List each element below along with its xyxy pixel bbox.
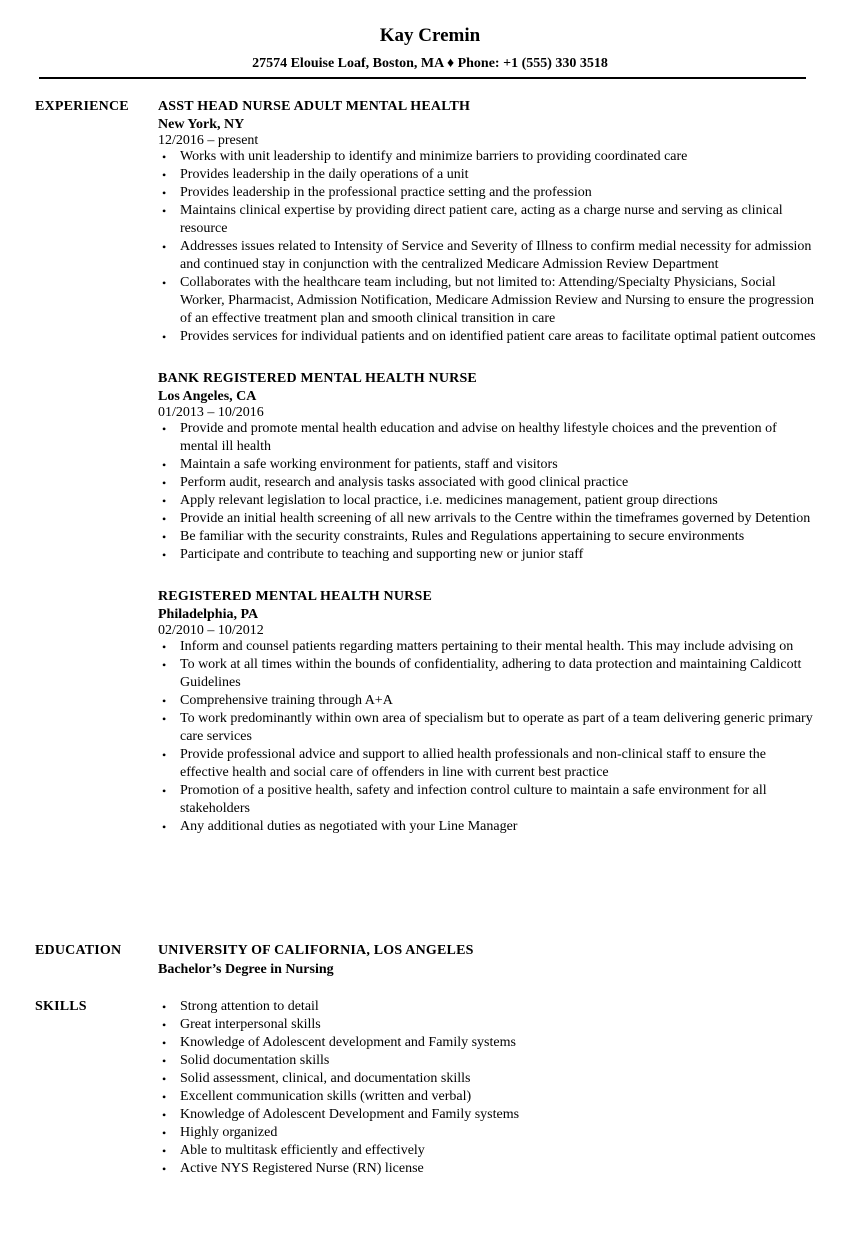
job-entry <box>158 588 818 836</box>
skill-item <box>158 1070 818 1088</box>
job-duties <box>158 638 818 836</box>
bullet-icon: • <box>162 1000 167 1014</box>
duty-item <box>158 184 818 202</box>
duty-text: To work at all times within the bounds of confidentiality, adhering to data protection and maintaining Caldicott Guidelines <box>180 657 802 690</box>
duty-text: Provides leadership in the professional practice setting and the profession <box>180 185 592 200</box>
duty-item <box>158 710 818 746</box>
bullet-icon: • <box>162 640 167 654</box>
bullet-icon: • <box>162 820 167 834</box>
skill-item <box>158 1160 818 1178</box>
bullet-icon: • <box>162 1144 167 1158</box>
skill-text: Great interpersonal skills <box>180 1017 321 1032</box>
duty-item <box>158 818 818 836</box>
job-duties <box>158 148 818 346</box>
duty-text: Provide professional advice and support to allied health professionals and non-clinical staff to ensure the effective health and social care of offenders in line with current best practice <box>180 747 767 780</box>
job-location: Los Angeles, CA <box>158 389 257 404</box>
skill-text: Highly organized <box>180 1125 278 1140</box>
skill-text: Excellent communication skills (written and verbal) <box>180 1089 472 1104</box>
skill-item <box>158 1034 818 1052</box>
duty-item <box>158 746 818 782</box>
duty-item <box>158 456 818 474</box>
bullet-icon: • <box>162 168 167 182</box>
duty-text: Provide an initial health screening of all new arrivals to the Centre within the timeframes governed by Detention <box>180 511 811 526</box>
bullet-icon: • <box>162 748 167 762</box>
duty-text: To work predominantly within own area of specialism but to operate as part of a team delivering generic primary care services <box>180 711 813 744</box>
duty-text: Provides leadership in the daily operations of a unit <box>180 167 469 182</box>
duty-text: Maintains clinical expertise by providing direct patient care, acting as a charge nurse and serving as clinical resource <box>180 203 783 236</box>
bullet-icon: • <box>162 530 167 544</box>
bullet-icon: • <box>162 784 167 798</box>
duty-item <box>158 492 818 510</box>
job-location: Philadelphia, PA <box>158 607 259 622</box>
section-label-education: EDUCATION <box>35 943 122 958</box>
bullet-icon: • <box>162 712 167 726</box>
duty-item <box>158 166 818 184</box>
bullet-icon: • <box>162 512 167 526</box>
duty-item <box>158 148 818 166</box>
school-name: UNIVERSITY OF CALIFORNIA, LOS ANGELES <box>158 943 474 958</box>
bullet-icon: • <box>162 658 167 672</box>
skill-item <box>158 1142 818 1160</box>
resume-header <box>0 24 860 73</box>
duty-text: Apply relevant legislation to local practice, i.e. medicines management, patient group directions <box>180 493 718 508</box>
skill-text: Able to multitask efficiently and effectively <box>180 1143 425 1158</box>
bullet-icon: • <box>162 548 167 562</box>
duty-item <box>158 238 818 274</box>
header-divider <box>39 77 806 79</box>
candidate-name: Kay Cremin <box>379 25 481 46</box>
bullet-icon: • <box>162 494 167 508</box>
bullet-icon: • <box>162 240 167 254</box>
duty-text: Provides services for individual patients and on identified patient care areas to facilitate optimal patient outcomes <box>180 329 816 344</box>
skill-item <box>158 1088 818 1106</box>
skill-item <box>158 1124 818 1142</box>
bullet-icon: • <box>162 476 167 490</box>
duty-text: Inform and counsel patients regarding matters pertaining to their mental health. This may include advising on <box>180 639 794 654</box>
duty-item <box>158 474 818 492</box>
duty-item <box>158 656 818 692</box>
job-entry <box>158 98 818 346</box>
job-location: New York, NY <box>158 117 245 132</box>
bullet-icon: • <box>162 422 167 436</box>
bullet-icon: • <box>162 694 167 708</box>
bullet-icon: • <box>162 458 167 472</box>
job-title: ASST HEAD NURSE ADULT MENTAL HEALTH <box>158 99 471 114</box>
bullet-icon: • <box>162 186 167 200</box>
bullet-icon: • <box>162 1108 167 1122</box>
duty-text: Collaborates with the healthcare team including, but not limited to: Attending/Specialty Physicians, Social Worker, Pharmacist, Admission Notification, Medicare Admission Review and Nursing to ensure the progression of an effective treatment plan and smooth clinical transition in care <box>180 275 815 326</box>
skill-text: Knowledge of Adolescent Development and Family systems <box>180 1107 520 1122</box>
bullet-icon: • <box>162 204 167 218</box>
job-title: REGISTERED MENTAL HEALTH NURSE <box>158 589 433 604</box>
duty-text: Be familiar with the security constraints, Rules and Regulations appertaining to secure environments <box>180 529 745 544</box>
bullet-icon: • <box>162 276 167 290</box>
skills-list <box>158 998 818 1178</box>
duty-text: Addresses issues related to Intensity of Service and Severity of Illness to confirm medial necessity for admission and continued stay in conjunction with the centralized Medicare Admission Review Department <box>180 239 812 272</box>
duty-item <box>158 692 818 710</box>
education-body <box>158 942 818 980</box>
skill-item <box>158 1106 818 1124</box>
duty-item <box>158 510 818 528</box>
skill-text: Solid assessment, clinical, and documentation skills <box>180 1071 471 1086</box>
duty-text: Provide and promote mental health education and advise on healthy lifestyle choices and the prevention of mental ill health <box>180 421 777 454</box>
skill-item <box>158 1052 818 1070</box>
skills-body <box>158 998 818 1178</box>
bullet-icon: • <box>162 1090 167 1104</box>
bullet-icon: • <box>162 330 167 344</box>
bullet-icon: • <box>162 1126 167 1140</box>
skill-text: Active NYS Registered Nurse (RN) license <box>180 1161 424 1176</box>
duty-text: Promotion of a positive health, safety and infection control culture to maintain a safe environment for all stakeholders <box>180 783 767 816</box>
duty-item <box>158 328 818 346</box>
duty-item <box>158 546 818 564</box>
skill-text: Strong attention to detail <box>180 999 319 1014</box>
skill-item <box>158 998 818 1016</box>
job-title: BANK REGISTERED MENTAL HEALTH NURSE <box>158 371 477 386</box>
experience-list <box>158 98 818 860</box>
duty-text: Perform audit, research and analysis tasks associated with good clinical practice <box>180 475 629 490</box>
duty-text: Works with unit leadership to identify and minimize barriers to providing coordinated care <box>180 149 688 164</box>
degree-name: Bachelor’s Degree in Nursing <box>158 962 334 977</box>
duty-item <box>158 782 818 818</box>
skill-item <box>158 1016 818 1034</box>
duty-text: Participate and contribute to teaching and supporting new or junior staff <box>180 547 584 562</box>
duty-item <box>158 202 818 238</box>
bullet-icon: • <box>162 1036 167 1050</box>
contact-line: 27574 Elouise Loaf, Boston, MA ♦ Phone: +1 (555) 330 3518 <box>252 56 608 71</box>
bullet-icon: • <box>162 1072 167 1086</box>
section-label-experience: EXPERIENCE <box>35 99 129 114</box>
bullet-icon: • <box>162 1162 167 1176</box>
duty-text: Any additional duties as negotiated with your Line Manager <box>180 819 518 834</box>
duty-text: Comprehensive training through A+A <box>180 693 393 708</box>
duty-item <box>158 638 818 656</box>
job-entry <box>158 370 818 564</box>
duty-item <box>158 528 818 546</box>
job-duties <box>158 420 818 564</box>
duty-item <box>158 274 818 328</box>
bullet-icon: • <box>162 1018 167 1032</box>
skill-text: Solid documentation skills <box>180 1053 330 1068</box>
section-label-skills: SKILLS <box>35 999 87 1014</box>
job-dates: 12/2016 – present <box>158 133 259 148</box>
bullet-icon: • <box>162 150 167 164</box>
job-dates: 02/2010 – 10/2012 <box>158 623 264 638</box>
job-dates: 01/2013 – 10/2016 <box>158 405 264 420</box>
skill-text: Knowledge of Adolescent development and Family systems <box>180 1035 516 1050</box>
bullet-icon: • <box>162 1054 167 1068</box>
duty-text: Maintain a safe working environment for patients, staff and visitors <box>180 457 558 472</box>
duty-item <box>158 420 818 456</box>
